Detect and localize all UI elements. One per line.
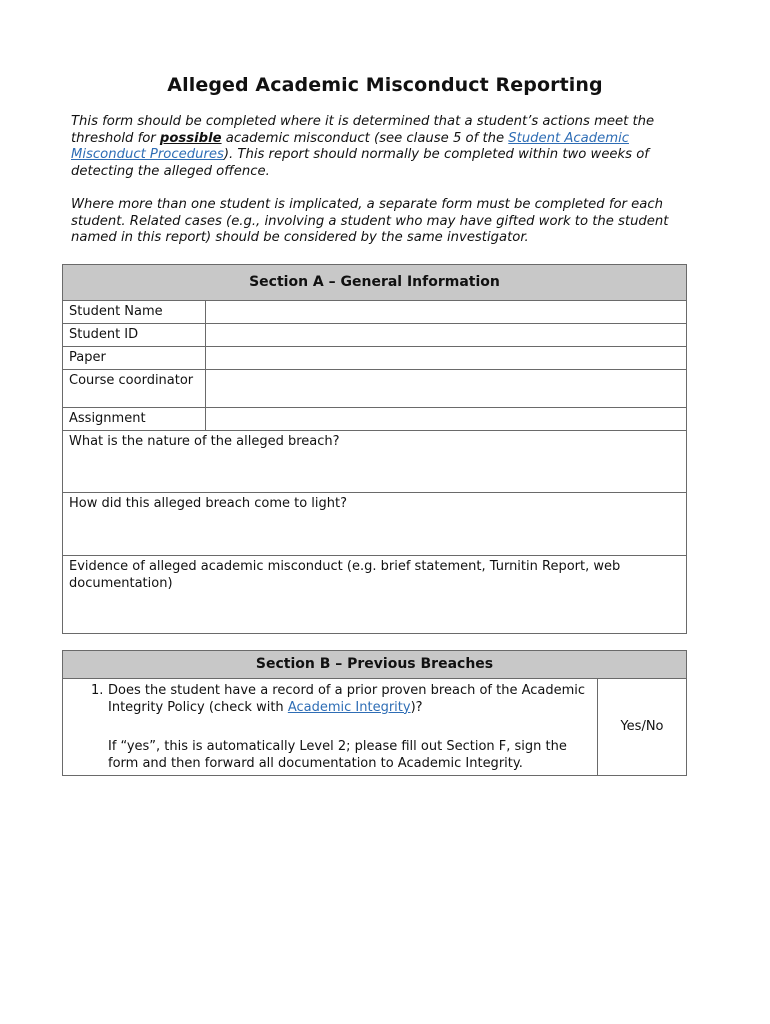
section-a-table <box>62 264 687 634</box>
procedures-link[interactable]: Student Academic Misconduct Procedures <box>71 130 629 163</box>
prior-breach-answer[interactable]: Yes/No <box>598 679 687 776</box>
question-number: 1. <box>91 683 104 698</box>
student-name-label: Student Name <box>63 301 206 324</box>
academic-integrity-link[interactable]: Academic Integrity <box>287 699 411 715</box>
intro-paragraph-1 <box>71 114 701 181</box>
intro-text: This form should be completed where it is determined that a student’s actions meet the threshold for <box>71 114 655 146</box>
section-b-heading: Section B – Previous Breaches <box>63 651 687 679</box>
student-id-field[interactable] <box>206 324 687 347</box>
paper-label: Paper <box>63 347 206 370</box>
breach-discovery-field[interactable] <box>63 493 687 556</box>
intro-paragraph-2: Where more than one student is implicated, a separate form must be completed for each student. Related cases (e.g., involving a student who may have gifted work to the student named in this report) should be considered by the same investigator. <box>71 197 669 246</box>
page-title: Alleged Academic Misconduct Reporting <box>167 74 603 96</box>
course-coordinator-field[interactable] <box>206 370 687 408</box>
section-b-table <box>62 650 687 776</box>
evidence-label: Evidence of alleged academic misconduct (e.g. brief statement, Turnitin Report, web documentation) <box>69 559 621 591</box>
breach-discovery-label: How did this alleged breach come to light? <box>69 496 348 511</box>
student-name-field[interactable] <box>206 301 687 324</box>
assignment-label: Assignment <box>63 408 206 431</box>
question-text-end: )? <box>410 699 423 715</box>
intro-text: ). This report should normally be completed within two weeks of detecting the alleged offence. <box>71 147 649 180</box>
evidence-field[interactable] <box>63 556 687 634</box>
section-a-heading: Section A – General Information <box>63 265 687 301</box>
question-text: Does the student have a record of a prior proven breach of the Academic Integrity Policy (check with <box>108 683 586 715</box>
assignment-field[interactable] <box>206 408 687 431</box>
intro-text: academic misconduct (see clause 5 of the <box>221 130 509 146</box>
prior-breach-note: If “yes”, this is automatically Level 2; please fill out Section F, sign the form and then forward all documentation to Academic Integrity. <box>108 739 567 771</box>
prior-breach-text <box>108 683 591 716</box>
intro-emphasis: possible <box>159 130 222 146</box>
paper-field[interactable] <box>206 347 687 370</box>
prior-breach-question <box>63 679 598 776</box>
breach-nature-field[interactable] <box>63 431 687 493</box>
course-coordinator-label: Course coordinator <box>63 370 206 408</box>
breach-nature-label: What is the nature of the alleged breach? <box>69 434 340 449</box>
student-id-label: Student ID <box>63 324 206 347</box>
